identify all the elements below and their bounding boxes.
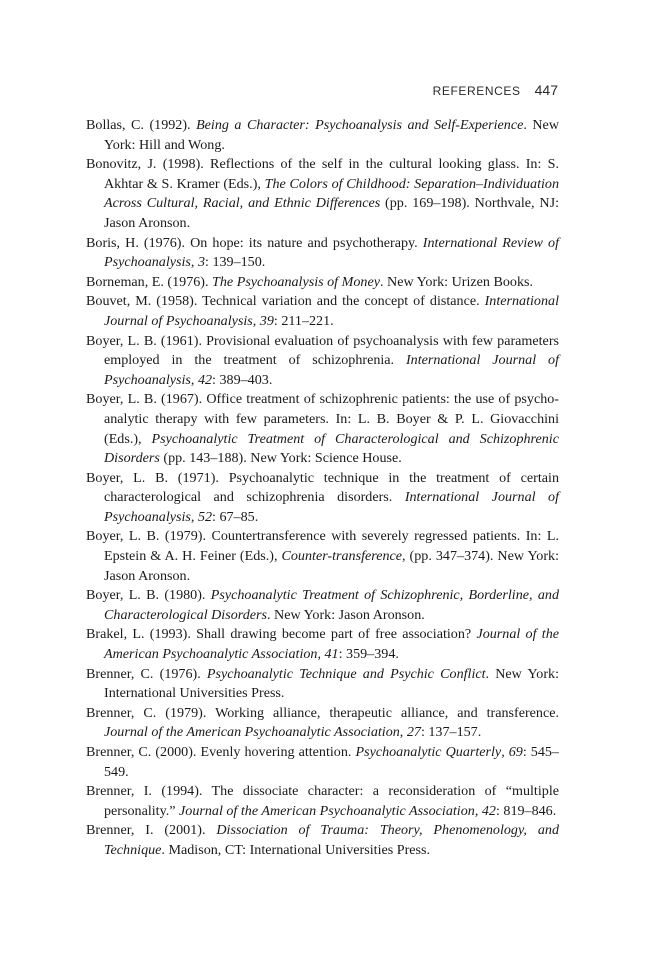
page-number: 447 [534, 82, 558, 98]
reference-entry: Brenner, I. (1994). The dissociate character: a reconsideration of “multiple personality.” Journal of the American Psychoanalytic Association, 42: 819–846. [86, 783, 559, 819]
reference-entry: Boris, H. (1976). On hope: its nature and psychotherapy. International Review of Psychoanalysis, 3: 139–150. [86, 234, 559, 271]
reference-entry: Boyer, L. B. (1980). Psychoanalytic Treatment of Schizophrenic, Borderline, and Characterological Disorders. New York: Jason Aronson. [86, 587, 559, 623]
reference-entry: Brenner, C. (2000). Evenly hovering attention. Psychoanalytic Quarterly, 69: 545–549. [86, 744, 559, 780]
reference-list [86, 116, 559, 861]
reference-entry: Bonovitz, J. (1998). Reflections of the self in the cultural looking glass. In: S. Akhtar & S. Kramer (Eds.), The Colors of Childhood: Separation–Individuation Across Cultural, Racial, and Ethnic Differences (pp. 169–198). Northvale, NJ: Jason Aronson. [86, 156, 559, 231]
reference-entry: Boyer, L. B. (1979). Countertransference with severely regressed patients. In: L. Epstein & A. H. Feiner (Eds.), Counter-transference, (pp. 347–374). New York: Jason Aronson. [86, 528, 559, 584]
reference-entry: Boyer, L. B. (1967). Office treatment of schizophrenic patients: the use of psycho-analytic therapy with few parameters. In: L. B. Boyer & P. L. Giovacchini (Eds.), Psychoanalytic Treatment of Characterological and Schizophrenic Disorders (pp. 143–188). New York: Science House. [86, 391, 559, 467]
reference-entry: Brakel, L. (1993). Shall drawing become part of free association? Journal of the American Psychoanalytic Association, 41: 359–394. [86, 626, 560, 663]
reference-entry: Bollas, C. (1992). Being a Character: Psychoanalysis and Self-Experience. New York: Hill and Wong. [86, 117, 559, 153]
reference-entry: Boyer, L. B. (1961). Provisional evaluation of psychoanalysis with few parameters employed in the treatment of schizophrenia. International Journal of Psychoanalysis, 42: 389–403. [86, 332, 559, 388]
reference-entry: Brenner, I. (2001). Dissociation of Trauma: Theory, Phenomenology, and Technique. Madison, CT: International Universities Press. [86, 822, 559, 858]
running-header [88, 82, 558, 100]
reference-entry: Brenner, C. (1976). Psychoanalytic Technique and Psychic Conflict. New York: International Universities Press. [86, 665, 559, 702]
running-head: REFERENCES [432, 84, 521, 98]
reference-entry: Borneman, E. (1976). The Psychoanalysis of Money. New York: Urizen Books. [86, 273, 534, 290]
reference-entry: Boyer, L. B. (1971). Psychoanalytic technique in the treatment of certain characterological and schizophrenia disorders. International Journal of Psychoanalysis, 52: 67–85. [86, 469, 559, 525]
reference-entry: Bouvet, M. (1958). Technical variation and the concept of distance. International Journal of Psychoanalysis, 39: 211–221. [86, 293, 559, 329]
reference-entry: Brenner, C. (1979). Working alliance, therapeutic alliance, and transference. Journal of the American Psychoanalytic Association, 27: 137–157. [86, 704, 559, 741]
